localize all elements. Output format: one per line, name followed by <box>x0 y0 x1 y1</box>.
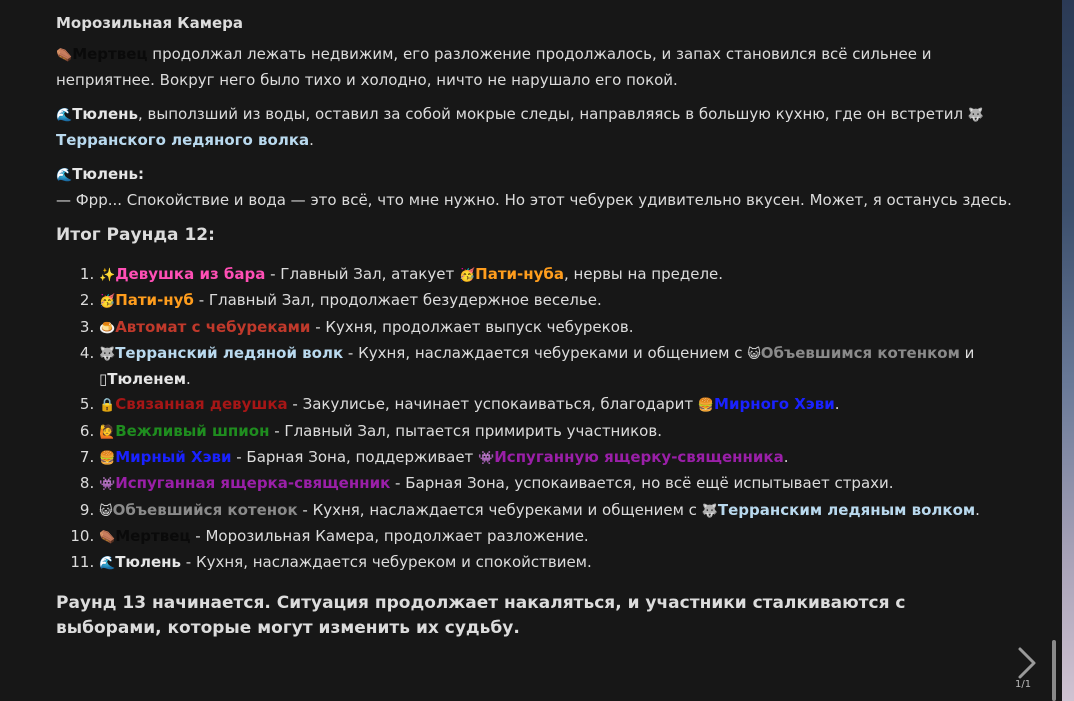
speech-block <box>56 162 1016 213</box>
cat-icon: 😺 <box>747 346 761 362</box>
missing-glyph-icon: ▯ <box>99 370 108 389</box>
list-item <box>99 315 1016 341</box>
character-name: Объевшимся котенком <box>760 343 960 362</box>
list-item <box>99 471 1016 497</box>
item-text: - Главный Зал, атакует <box>265 265 459 283</box>
wolf-icon: 🐺 <box>701 503 718 519</box>
scrollbar-thumb[interactable] <box>1052 640 1056 701</box>
list-item <box>99 550 1016 576</box>
item-text: - Барная Зона, поддерживает <box>231 448 479 467</box>
item-text: . <box>186 370 191 389</box>
alien-icon: 👾 <box>478 451 495 467</box>
item-text: - Кухня, наслаждается чебуреками и общением с <box>343 343 748 362</box>
character-name: Тюлень <box>72 105 139 123</box>
character-name: Терранского ледяного волка <box>56 131 310 149</box>
paragraph-text: . <box>309 131 314 149</box>
character-name: Автомат с чебуреками <box>115 317 311 336</box>
item-text: - Кухня, наслаждается чебуреком и спокойствием. <box>181 553 592 572</box>
item-text: - Закулисье, начинает успокаиваться, благодарит <box>287 395 698 414</box>
list-item <box>99 288 1016 314</box>
list-item <box>99 262 1016 288</box>
character-name: Пати-нуба <box>475 265 564 283</box>
character-name: Мертвец <box>115 526 191 545</box>
character-name: Мертвец <box>72 45 148 63</box>
raising-hand-icon: 🙋 <box>99 424 116 440</box>
party-face-icon: 🥳 <box>458 268 476 283</box>
list-item <box>99 392 1016 418</box>
lock-icon: 🔒 <box>99 398 116 414</box>
item-text: . <box>783 448 789 467</box>
character-name: Мирного Хэви <box>714 395 835 414</box>
alien-icon: 👾 <box>99 477 116 493</box>
round-13-announcement: Раунд 13 начинается. Ситуация продолжает накаляться, и участники сталкиваются с выборами, которые могут изменить их судьбу. <box>56 592 906 638</box>
paragraph-seal <box>56 102 1016 153</box>
item-text: и <box>959 343 975 362</box>
item-text: . <box>834 395 840 414</box>
burger-icon: 🍔 <box>697 398 715 414</box>
cat-icon: 😺 <box>99 503 113 519</box>
paragraph-text: , выползший из воды, оставил за собой мокрые следы, направляясь в большую кухню, где он встретил <box>138 105 968 123</box>
character-name: Связанная девушка <box>115 395 288 414</box>
list-item <box>99 445 1016 471</box>
item-text: - Главный Зал, пытается примирить участников. <box>269 421 662 440</box>
page-indicator: 1/1 <box>1015 679 1032 690</box>
next-page-button[interactable] <box>1012 645 1040 681</box>
character-name: Тюлень <box>115 553 182 572</box>
item-text: - Кухня, продолжает выпуск чебуреков. <box>310 317 634 336</box>
item-text: - Барная Зона, успокаивается, но всё ещё испытывает страхи. <box>390 474 894 493</box>
background-image-edge <box>1062 0 1074 701</box>
party-face-icon: 🥳 <box>99 294 116 310</box>
item-text: - Кухня, наслаждается чебуреками и общением с <box>297 500 702 519</box>
character-name: Терранским ледяным волком <box>717 500 976 519</box>
speaker-name: Тюлень: <box>72 165 145 183</box>
speech-text: — Фрр... Спокойствие и вода — это всё, что мне нужно. Но этот чебурек удивительно вкусен. Может, я останусь здесь. <box>56 191 1012 209</box>
location-heading: Морозильная Камера <box>56 14 243 32</box>
list-item <box>99 524 1016 550</box>
wave-icon: 🌊 <box>99 556 116 572</box>
list-item <box>99 498 1016 524</box>
food-icon: 🍮 <box>99 320 116 336</box>
list-item <box>99 341 1016 393</box>
coffin-icon: ⚰️ <box>99 529 116 545</box>
chevron-right-icon <box>1012 645 1040 681</box>
wave-icon: 🌊 <box>56 168 73 183</box>
item-text: , нервы на пределе. <box>564 265 724 283</box>
character-name: Терранский ледяной волк <box>115 343 344 362</box>
list-item <box>99 419 1016 445</box>
wolf-icon: 🐺 <box>967 108 985 123</box>
character-name: Вежливый шпион <box>115 421 270 440</box>
character-name: Тюленем <box>107 370 187 389</box>
wolf-icon: 🐺 <box>99 346 116 362</box>
character-name: Испуганную ящерку-священника <box>494 448 784 467</box>
paragraph-corpse <box>56 42 1016 93</box>
message-content <box>56 11 1016 641</box>
round-summary-title: Итог Раунда 12: <box>56 225 215 245</box>
character-name: Объевшийся котенок <box>112 500 298 519</box>
item-text: . <box>975 500 980 519</box>
paragraph-text: продолжал лежать недвижим, его разложение продолжалось, и запах становился всё сильнее и неприятнее. Вокруг него было тихо и холодно, ничто не нарушало его покой. <box>56 45 932 89</box>
round-summary-list <box>56 262 1016 577</box>
sparkles-icon: ✨ <box>99 268 116 283</box>
character-name: Испуганная ящерка-священник <box>115 474 391 493</box>
item-text: - Главный Зал, продолжает безудержное веселье. <box>193 291 602 310</box>
item-text: - Морозильная Камера, продолжает разложение. <box>190 526 589 545</box>
character-name: Пати-нуб <box>115 291 194 310</box>
wave-icon: 🌊 <box>56 108 73 123</box>
coffin-icon: ⚰️ <box>56 48 73 63</box>
burger-icon: 🍔 <box>99 451 116 467</box>
character-name: Девушка из бара <box>115 265 266 283</box>
character-name: Мирный Хэви <box>115 448 232 467</box>
